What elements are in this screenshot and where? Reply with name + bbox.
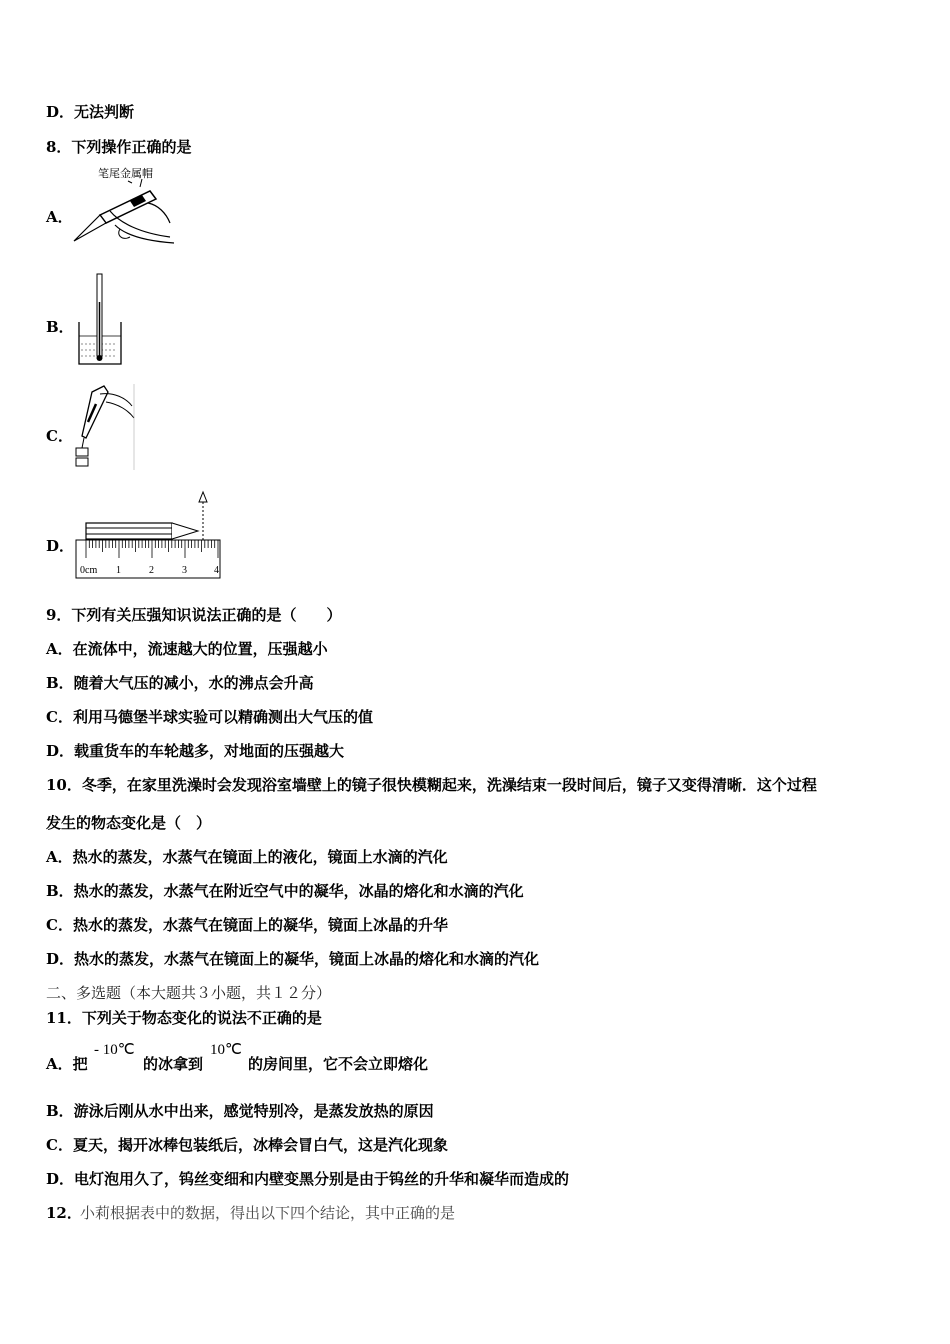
q11-option-a-prefix: A．把 [46, 1055, 88, 1073]
thermometer-beaker-figure [75, 272, 125, 367]
q7-option-d: D．无法判断 [46, 103, 135, 121]
q10-option-b: B．热水的蒸发，水蒸气在附近空气中的凝华，冰晶的熔化和水滴的汽化 [46, 882, 524, 900]
ruler-label-1: 1 [116, 565, 121, 576]
q9-option-c: C．利用马德堡半球实验可以精确测出大气压的值 [46, 708, 373, 726]
q9-stem: 9．下列有关压强知识说法正确的是（ ） [46, 606, 342, 624]
ruler-label-2: 2 [149, 565, 154, 576]
q10-stem-line2: 发生的物态变化是（ ） [46, 814, 212, 832]
pen-writing-figure [70, 163, 180, 248]
q11-option-a-suffix: 的房间里，它不会立即熔化 [248, 1055, 429, 1073]
q11-option-a-middle: 的冰拿到 [143, 1055, 204, 1073]
q11-option-b: B．游泳后刚从水中出来，感觉特别冷，是蒸发放热的原因 [46, 1102, 434, 1120]
q9-option-d: D．载重货车的车轮越多，对地面的压强越大 [46, 742, 345, 760]
q8-stem: 8．下列操作正确的是 [46, 138, 192, 156]
pen-cap-caption: 笔尾金属帽 [98, 167, 153, 180]
q11-option-c: C．夏天，揭开冰棒包装纸后，冰棒会冒白气，这是汽化现象 [46, 1136, 448, 1154]
q10-option-d: D．热水的蒸发，水蒸气在镜面上的凝华，镜面上冰晶的熔化和水滴的汽化 [46, 950, 540, 968]
q10-option-c: C．热水的蒸发，水蒸气在镜面上的凝华，镜面上冰晶的升华 [46, 916, 448, 934]
q11-stem: 11．下列关于物态变化的说法不正确的是 [46, 1009, 322, 1027]
q8-option-b-label: B． [46, 318, 74, 336]
q11-temp-minus10: - 10℃ [94, 1042, 135, 1058]
ruler-label-4: 4 [214, 565, 219, 576]
ruler-pencil-figure [72, 490, 224, 582]
q9-option-b: B．随着大气压的减小，水的沸点会升高 [46, 674, 314, 692]
spring-scale-figure [70, 382, 140, 472]
q8-option-a-label: A． [46, 208, 73, 226]
q12-number: 12． [46, 1204, 82, 1222]
q8-option-c-label: C． [46, 427, 73, 445]
section-title: 二、多选题（本大题共３小题，共１２分） [46, 984, 332, 1002]
q10-stem-line1: 10．冬季，在家里洗澡时会发现浴室墙壁上的镜子很快模糊起来，洗澡结束一段时间后，镜子又变得清晰．这个过程 [46, 776, 817, 794]
ruler-label-3: 3 [182, 565, 187, 576]
q12-stem: 小莉根据表中的数据，得出以下四个结论，其中正确的是 [80, 1204, 456, 1222]
q9-option-a: A．在流体中，流速越大的位置，压强越小 [46, 640, 328, 658]
q11-temp-10: 10℃ [210, 1042, 242, 1058]
ruler-label-0: 0cm [80, 565, 98, 576]
q11-option-d: D．电灯泡用久了，钨丝变细和内壁变黑分别是由于钨丝的升华和凝华而造成的 [46, 1170, 570, 1188]
q10-option-a: A．热水的蒸发，水蒸气在镜面上的液化，镜面上水滴的汽化 [46, 848, 448, 866]
q8-option-d-label: D． [46, 537, 75, 555]
